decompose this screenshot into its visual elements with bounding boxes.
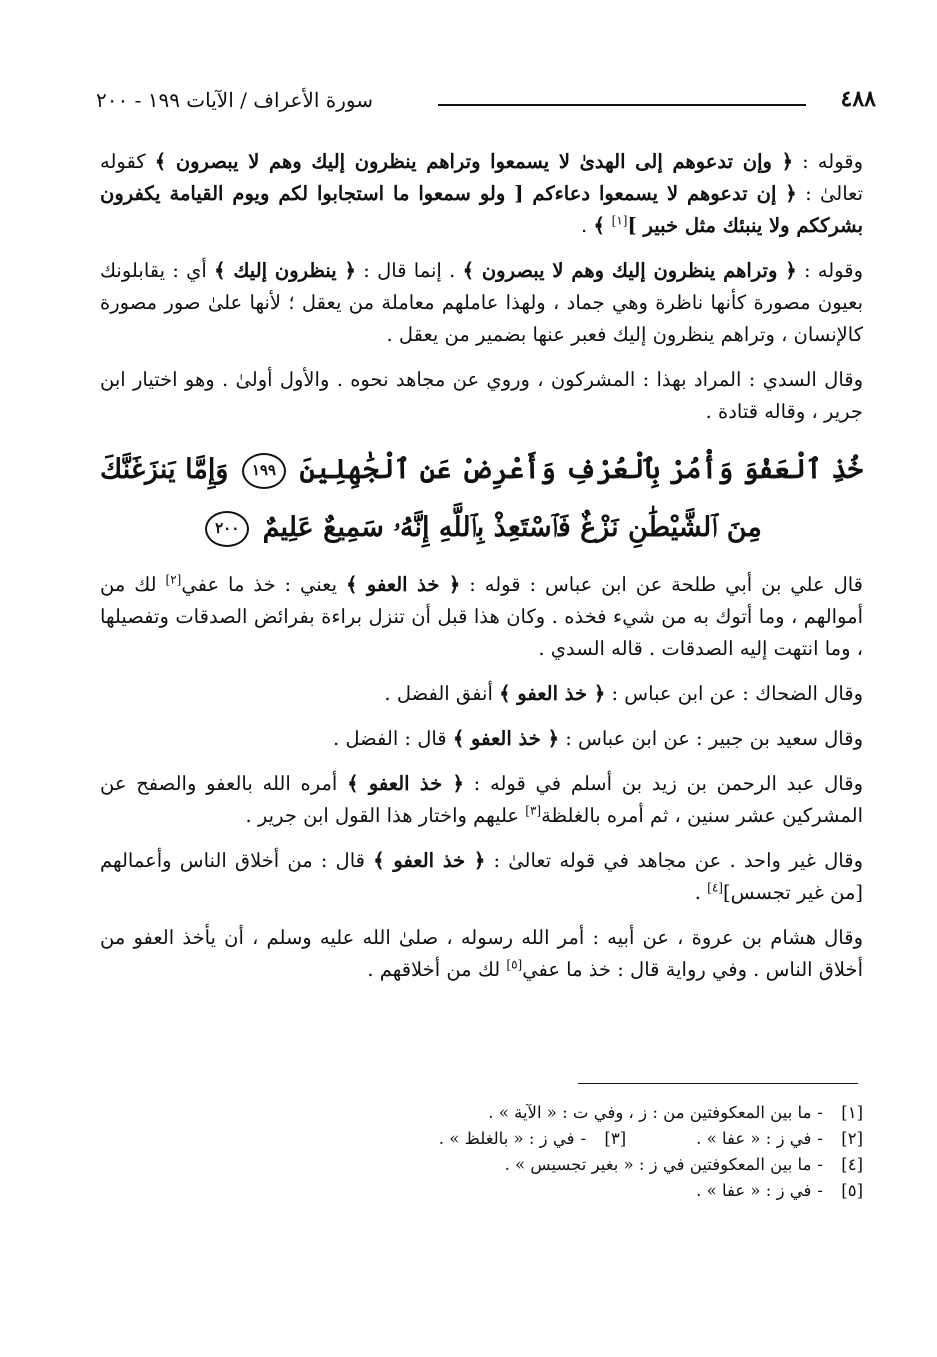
footnote-ref: [٥] (506, 957, 523, 972)
footnote-ref: [١] (611, 213, 628, 228)
footnote-text: في ز : « عفا » . (696, 1129, 812, 1148)
text-run: عليهم واختار هذا القول ابن جرير . (245, 804, 526, 827)
running-title: سورة الأعراف / الآيات ١٩٩ - ٢٠٠ (96, 88, 374, 112)
text-run: وقوله : (796, 259, 863, 282)
verse-text: وَإِمَّا يَنزَغَنَّكَ مِنَ ٱلشَّيْطَٰنِ نَزْغٌ فَٱسْتَعِذْ بِٱللَّهِ إِنَّهُۥ سَمِيعٌ عَلِيمٌ (100, 454, 762, 543)
ayah-number-marker: ٢٠٠ (205, 511, 249, 547)
text-run: لك من أخلاقهم . (367, 958, 507, 981)
paragraph-1 (100, 146, 863, 242)
text-run: وقوله : (793, 150, 864, 173)
paragraph-6 (100, 723, 863, 755)
footnote-ref: [٢] (165, 572, 182, 587)
footnote-3 (439, 1129, 626, 1148)
text-run: وقال عبد الرحمن بن زيد بن أسلم في قوله : (463, 772, 863, 795)
text-run: . (581, 214, 594, 237)
text-run: أمره الله بالعفو والصفح عن المشركين عشر سنين ، ثم أمره بالغلظة (100, 772, 863, 827)
text-run: قال : من أخلاق الناس وأعمالهم [من غير تجسس] (100, 849, 863, 904)
text-run: وقال سعيد بن جبير : عن ابن عباس : (559, 727, 863, 750)
footnote-dash: - (817, 1181, 823, 1200)
footnote-text: في ز : « بالغلظ » . (438, 1129, 575, 1148)
text-run: أي : يقابلونك بعيون مصورة كأنها ناظرة وهي جماد ، ولهذا عاملهم معاملة من يعقل ؛ لأنها علىٰ صور مصورة كالإنسان ، وتراهم ينظرون إليك فعبر عنها بضمير من يعقل . (100, 259, 863, 346)
paragraph-7 (100, 768, 863, 832)
quran-quote: ﴿ خذ العفو ﴾ (345, 573, 461, 596)
text-run: يعني : خذ ما عفي (181, 573, 346, 596)
quran-quote: ﴿ خذ العفو ﴾ (499, 682, 606, 705)
text-run: . إنما قال : (356, 259, 463, 282)
footnote-mark: [٣] (604, 1129, 627, 1148)
footnote-4 (163, 1152, 863, 1178)
page-number: ٤٨٨ (840, 86, 876, 112)
paragraph-8 (100, 845, 863, 909)
footnote-mark: [٤] (841, 1155, 863, 1174)
text-run: قال : الفضل . (332, 727, 453, 750)
quran-quote: ﴿ خذ العفو ﴾ (347, 772, 464, 795)
paragraph-4 (100, 569, 863, 665)
paragraph-5 (100, 678, 863, 710)
text-run: وقال السدي : المراد بهذا : المشركون ، وروي عن مجاهد نحوه . والأول أولىٰ . وهو اختيار ابن جرير ، وقاله قتادة . (100, 368, 863, 423)
text-run: لك من أموالهم ، وما أتوك به من شيء فخذه . وكان هذا قبل أن تنزل براءة بفرائض الصدقات وتفصيلها ، وما انتهت إليه الصدقات . قاله السدي . (100, 573, 863, 660)
quran-verse-block (100, 441, 863, 557)
text-run: أنفق الفضل . (384, 682, 500, 705)
quran-quote: ﴿ إن تدعوهم لا يسمعوا دعاءكم [ ولو سمعوا ما استجابوا لكم ويوم القيامة يكفرون بشرككم ولا ينبئك مثل خبير ] (100, 182, 863, 237)
footnote-text: ما بين المعكوفتين في ز : « بغير تجسيس » . (504, 1155, 812, 1174)
footnote-mark: [٥] (841, 1181, 863, 1200)
text-run: وقال هشام بن عروة ، عن أبيه : أمر الله رسوله ، صلىٰ الله عليه وسلم ، أن يأخذ العفو من أخلاق الناس . وفي رواية قال : خذ ما عفي (100, 926, 863, 981)
footnote-separator (578, 1083, 858, 1084)
text-run: وقال غير واحد . عن مجاهد في قوله تعالىٰ : (485, 849, 863, 872)
footnote-text: ما بين المعكوفتين من : ز ، وفي ت : « الآية » . (488, 1103, 812, 1122)
text-run: . (694, 881, 708, 904)
ayah-number-marker: ١٩٩ (242, 453, 286, 489)
footnote-dash: - (817, 1103, 823, 1122)
footnote-dash: - (817, 1155, 823, 1174)
footnote-text: في ز : « عفا » . (696, 1181, 812, 1200)
quran-quote: ﴿ وإن تدعوهم إلى الهدىٰ لا يسمعوا وتراهم ينظرون إليك وهم لا يبصرون ﴾ (154, 150, 794, 173)
paragraph-3 (100, 364, 863, 428)
footnotes (163, 1100, 863, 1204)
footnote-ref: [٤] (707, 880, 723, 895)
footnote-row-2-3 (163, 1126, 863, 1152)
quran-quote: ﴿ وتراهم ينظرون إليك وهم لا يبصرون ﴾ (462, 259, 797, 282)
footnote-dash: - (580, 1129, 587, 1148)
quran-quote: ﴿ ينظرون إليك ﴾ (214, 259, 356, 282)
verse-text: خُذِ ٱلْعَفْوَ وَأْمُرْ بِٱلْعُرْفِ وَأَعْرِضْ عَنِ ٱلْجَٰهِلِينَ (299, 454, 863, 485)
footnote-1 (163, 1100, 863, 1126)
footnote-mark: [٢] (841, 1129, 863, 1148)
quran-bracket: ﴾ (593, 214, 612, 237)
footnote-dash: - (817, 1129, 823, 1148)
page-header (96, 86, 876, 120)
paragraph-2 (100, 255, 863, 351)
footnote-5 (163, 1178, 863, 1204)
header-rule (438, 104, 806, 106)
text-run: كقوله تعالىٰ : (100, 150, 863, 205)
footnote-mark: [١] (841, 1103, 863, 1122)
quran-quote: ﴿ خذ العفو ﴾ (373, 849, 486, 872)
main-text (100, 146, 863, 999)
footnote-ref: [٣] (525, 803, 542, 818)
text-run: قال علي بن أبي طلحة عن ابن عباس : قوله : (460, 573, 864, 596)
text-run: وقال الضحاك : عن ابن عباس : (605, 682, 863, 705)
paragraph-9 (100, 922, 863, 986)
quran-quote: ﴿ خذ العفو ﴾ (452, 727, 560, 750)
